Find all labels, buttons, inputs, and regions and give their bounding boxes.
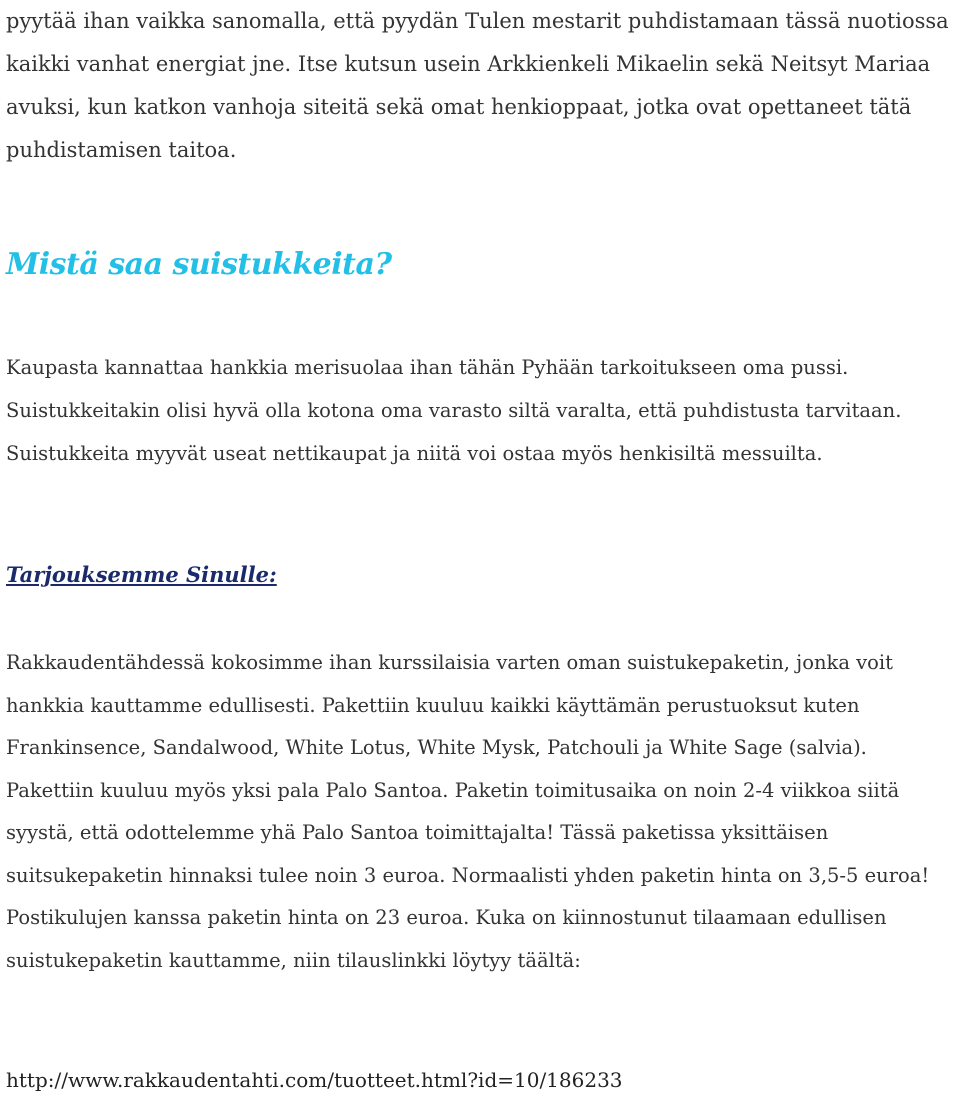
shop-paragraph: Kaupasta kannattaa hankkia merisuolaa ihan tähän Pyhään tarkoitukseen oma pussi. Suistukkeitakin olisi hyvä olla kotona oma varasto siltä varalta, että puhdistusta tarvitaan. Suistukkeita myyvät useat nettikaupat ja niitä voi ostaa myös henkisiltä messuilta. xyxy=(6,356,902,465)
heading-where-to-get: Mistä saa suistukkeita? xyxy=(6,247,392,282)
intro-paragraph: pyytää ihan vaikka sanomalla, että pyydän Tulen mestarit puhdistamaan tässä nuotiossa kaikki vanhat energiat jne. Itse kutsun usein Arkkienkeli Mikaelin sekä Neitsyt Mariaa avuksi, kun katkon vanhoja siteitä sekä omat henkioppaat, jotka ovat opettaneet tätä puhdistamisen taitoa. xyxy=(6,9,949,162)
heading-offer: Tarjouksemme Sinulle: xyxy=(6,562,277,587)
offer-paragraph: Rakkaudentähdessä kokosimme ihan kurssilaisia varten oman suistukepaketin, jonka voit hankkia kauttamme edullisesti. Pakettiin kuuluu kaikki käyttämän perustuoksut kuten Frankinsence, Sandalwood, White Lotus, White Mysk, Patchouli ja White Sage (salvia). Pakettiin kuuluu myös yksi pala Palo Santoa. Paketin toimitusaika on noin 2-4 viikkoa siitä syystä, että odottelemme yhä Palo Santoa toimittajalta! Tässä paketissa yksittäisen suitsukepaketin hinnaksi tulee noin 3 euroa. Normaalisti yhden paketin hinta on 3,5-5 euroa! Postikulujen kanssa paketin hinta on 23 euroa. Kuka on kiinnostunut tilaamaan edullisen suistukepaketin kauttamme, niin tilauslinkki löytyy täältä: xyxy=(6,651,930,972)
order-link[interactable]: http://www.rakkaudentahti.com/tuotteet.html?id=10/186233 xyxy=(6,1068,623,1092)
